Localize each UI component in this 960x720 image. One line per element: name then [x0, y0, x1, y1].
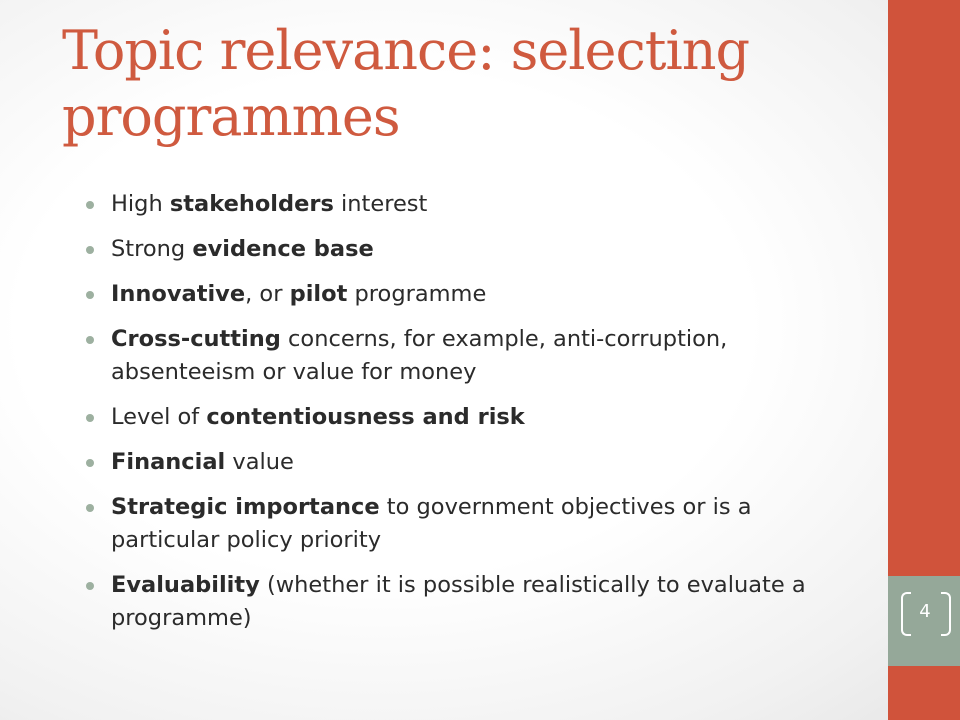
- bullet-item: [86, 401, 826, 434]
- bullet-text: programme: [347, 281, 487, 307]
- bullet-text: value: [225, 449, 294, 475]
- bullet-text: Strong: [111, 236, 193, 262]
- bullet-item: [86, 233, 826, 266]
- bullet-bold-text: pilot: [289, 281, 348, 307]
- bullet-text: Level of: [111, 404, 207, 430]
- bullet-bold-text: Innovative: [111, 281, 246, 307]
- bullet-item: [86, 446, 826, 479]
- bullet-item: [86, 569, 826, 635]
- bullet-bold-text: Strategic importance: [111, 494, 380, 520]
- bullet-bold-text: evidence base: [192, 236, 374, 262]
- bullet-item: [86, 491, 826, 557]
- bullet-bold-text: Evaluability: [111, 572, 260, 598]
- bullet-bold-text: contentiousness and risk: [206, 404, 525, 430]
- bullet-bold-text: stakeholders: [169, 191, 334, 217]
- bullet-text: (whether it is possible realistically to evaluate a programme): [111, 572, 806, 631]
- bullet-text: interest: [333, 191, 428, 217]
- bullet-item: [86, 188, 826, 221]
- bullet-item: [86, 323, 826, 389]
- bullet-bold-text: Financial: [111, 449, 226, 475]
- bullet-text: concerns, for example, anti-corruption, absenteeism or value for money: [111, 326, 728, 385]
- bullet-item: [86, 278, 826, 311]
- bullet-text: to government objectives or is a particular policy priority: [111, 494, 752, 553]
- bullet-text: , or: [245, 281, 290, 307]
- bullet-list: [86, 188, 826, 647]
- bullet-bold-text: Cross-cutting: [111, 326, 281, 352]
- bullet-text: High: [111, 191, 170, 217]
- page-number: 4: [919, 601, 931, 622]
- slide-title: Topic relevance: selecting programmes: [62, 19, 750, 148]
